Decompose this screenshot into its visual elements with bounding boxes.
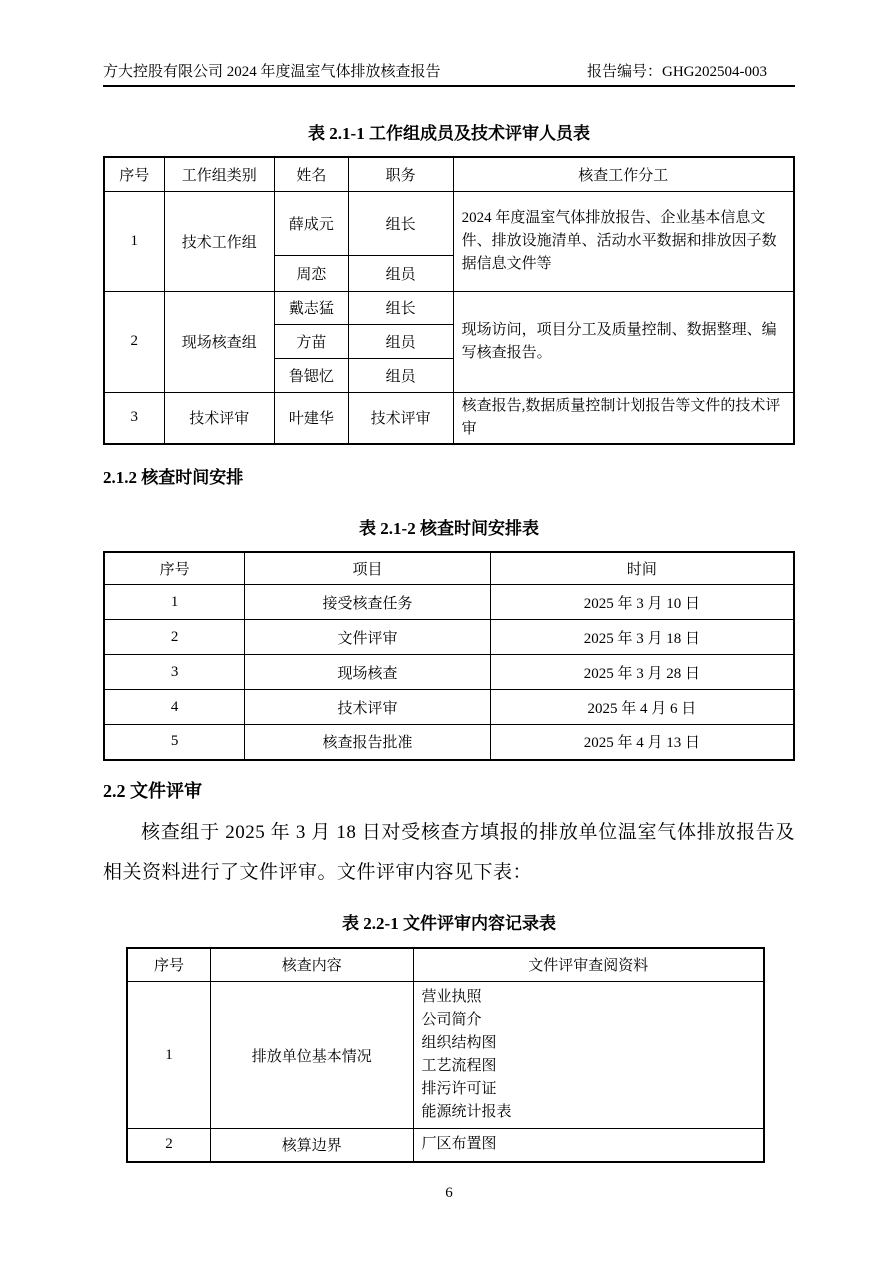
material-item: 能源统计报表 [421,1104,512,1120]
name-cell: 周恋 [274,255,348,291]
section-heading-212: 2.1.2 核查时间安排 [103,467,244,487]
schedule-table [103,551,795,761]
document-review-table [126,947,765,1163]
seq-cell: 5 [104,725,245,760]
seq-cell: 2 [104,291,164,392]
table-row [127,1129,764,1162]
seq-cell: 1 [104,585,245,620]
column-header-role: 职务 [348,157,453,191]
material-item: 组织结构图 [421,1035,497,1051]
category-cell: 技术评审 [164,392,274,444]
category-cell: 技术工作组 [164,191,274,291]
role-cell: 组长 [348,191,453,255]
materials-cell [413,982,764,1129]
role-cell: 技术评审 [348,392,453,444]
column-header-duty: 核查工作分工 [453,157,794,191]
table-row [104,690,794,725]
table-row [104,655,794,690]
item-cell: 核查报告批准 [245,725,491,760]
table-row [104,291,794,324]
table-row [104,191,794,255]
seq-cell: 1 [127,982,210,1129]
time-cell: 2025 年 3 月 18 日 [490,620,794,655]
material-item: 营业执照 [421,989,482,1005]
table3-caption: 表 2.2-1 文件评审内容记录表 [342,913,556,933]
table-row [104,392,794,444]
name-cell: 薛成元 [274,191,348,255]
column-header-materials: 文件评审查阅资料 [413,948,764,982]
column-header-category: 工作组类别 [164,157,274,191]
item-cell: 现场核查 [245,655,491,690]
seq-cell: 3 [104,392,164,444]
item-cell: 接受核查任务 [245,585,491,620]
category-cell: 现场核查组 [164,291,274,392]
seq-cell: 1 [104,191,164,291]
running-header [103,62,795,87]
material-item: 排污许可证 [421,1081,497,1097]
material-item: 厂区布置图 [421,1136,497,1153]
name-cell: 叶建华 [274,392,348,444]
column-header-seq: 序号 [104,552,245,585]
name-cell: 鲁锶忆 [274,358,348,392]
table-row [127,982,764,1129]
content-cell: 核算边界 [210,1129,413,1162]
content-cell: 排放单位基本情况 [210,982,413,1129]
material-item: 工艺流程图 [421,1058,497,1074]
role-cell: 组员 [348,324,453,358]
table-row [104,620,794,655]
page-content [103,62,795,1202]
header-report-number: 报告编号：GHG202504-003 [587,64,767,80]
name-cell: 戴志猛 [274,291,348,324]
work-group-table [103,156,795,445]
seq-cell: 3 [104,655,245,690]
duty-cell: 2024 年度温室气体排放报告、企业基本信息文件、排放设施清单、活动水平数据和排放因子数据信息文件等 [453,191,794,291]
header-title: 方大控股有限公司 2024 年度温室气体排放核查报告 [103,64,441,80]
column-header-item: 项目 [245,552,491,585]
page-number: 6 [445,1184,453,1201]
table-header-row [104,157,794,191]
column-header-content: 核查内容 [210,948,413,982]
table-header-row [104,552,794,585]
name-cell: 方苗 [274,324,348,358]
body-paragraph: 核查组于 2025 年 3 月 18 日对受核查方填报的排放单位温室气体排放报告及相关资料进行了文件评审。文件评审内容见下表： [103,821,795,883]
table-row [104,725,794,760]
column-header-seq: 序号 [104,157,164,191]
table1-caption: 表 2.1-1 工作组成员及技术评审人员表 [308,124,590,143]
item-cell: 文件评审 [245,620,491,655]
column-header-seq: 序号 [127,948,210,982]
column-header-name: 姓名 [274,157,348,191]
section-heading-22: 2.2 文件评审 [103,780,202,801]
table-header-row [127,948,764,982]
seq-cell: 4 [104,690,245,725]
materials-cell [413,1129,764,1162]
duty-cell: 核查报告,数据质量控制计划报告等文件的技术评审 [453,392,794,444]
role-cell: 组长 [348,291,453,324]
material-item: 公司简介 [421,1012,482,1028]
column-header-time: 时间 [490,552,794,585]
role-cell: 组员 [348,358,453,392]
seq-cell: 2 [104,620,245,655]
table2-caption: 表 2.1-2 核查时间安排表 [359,518,539,538]
seq-cell: 2 [127,1129,210,1162]
time-cell: 2025 年 4 月 6 日 [490,690,794,725]
time-cell: 2025 年 4 月 13 日 [490,725,794,760]
item-cell: 技术评审 [245,690,491,725]
role-cell: 组员 [348,255,453,291]
duty-cell: 现场访问，项目分工及质量控制、数据整理、编写核查报告。 [453,291,794,392]
time-cell: 2025 年 3 月 28 日 [490,655,794,690]
time-cell: 2025 年 3 月 10 日 [490,585,794,620]
table-row [104,585,794,620]
